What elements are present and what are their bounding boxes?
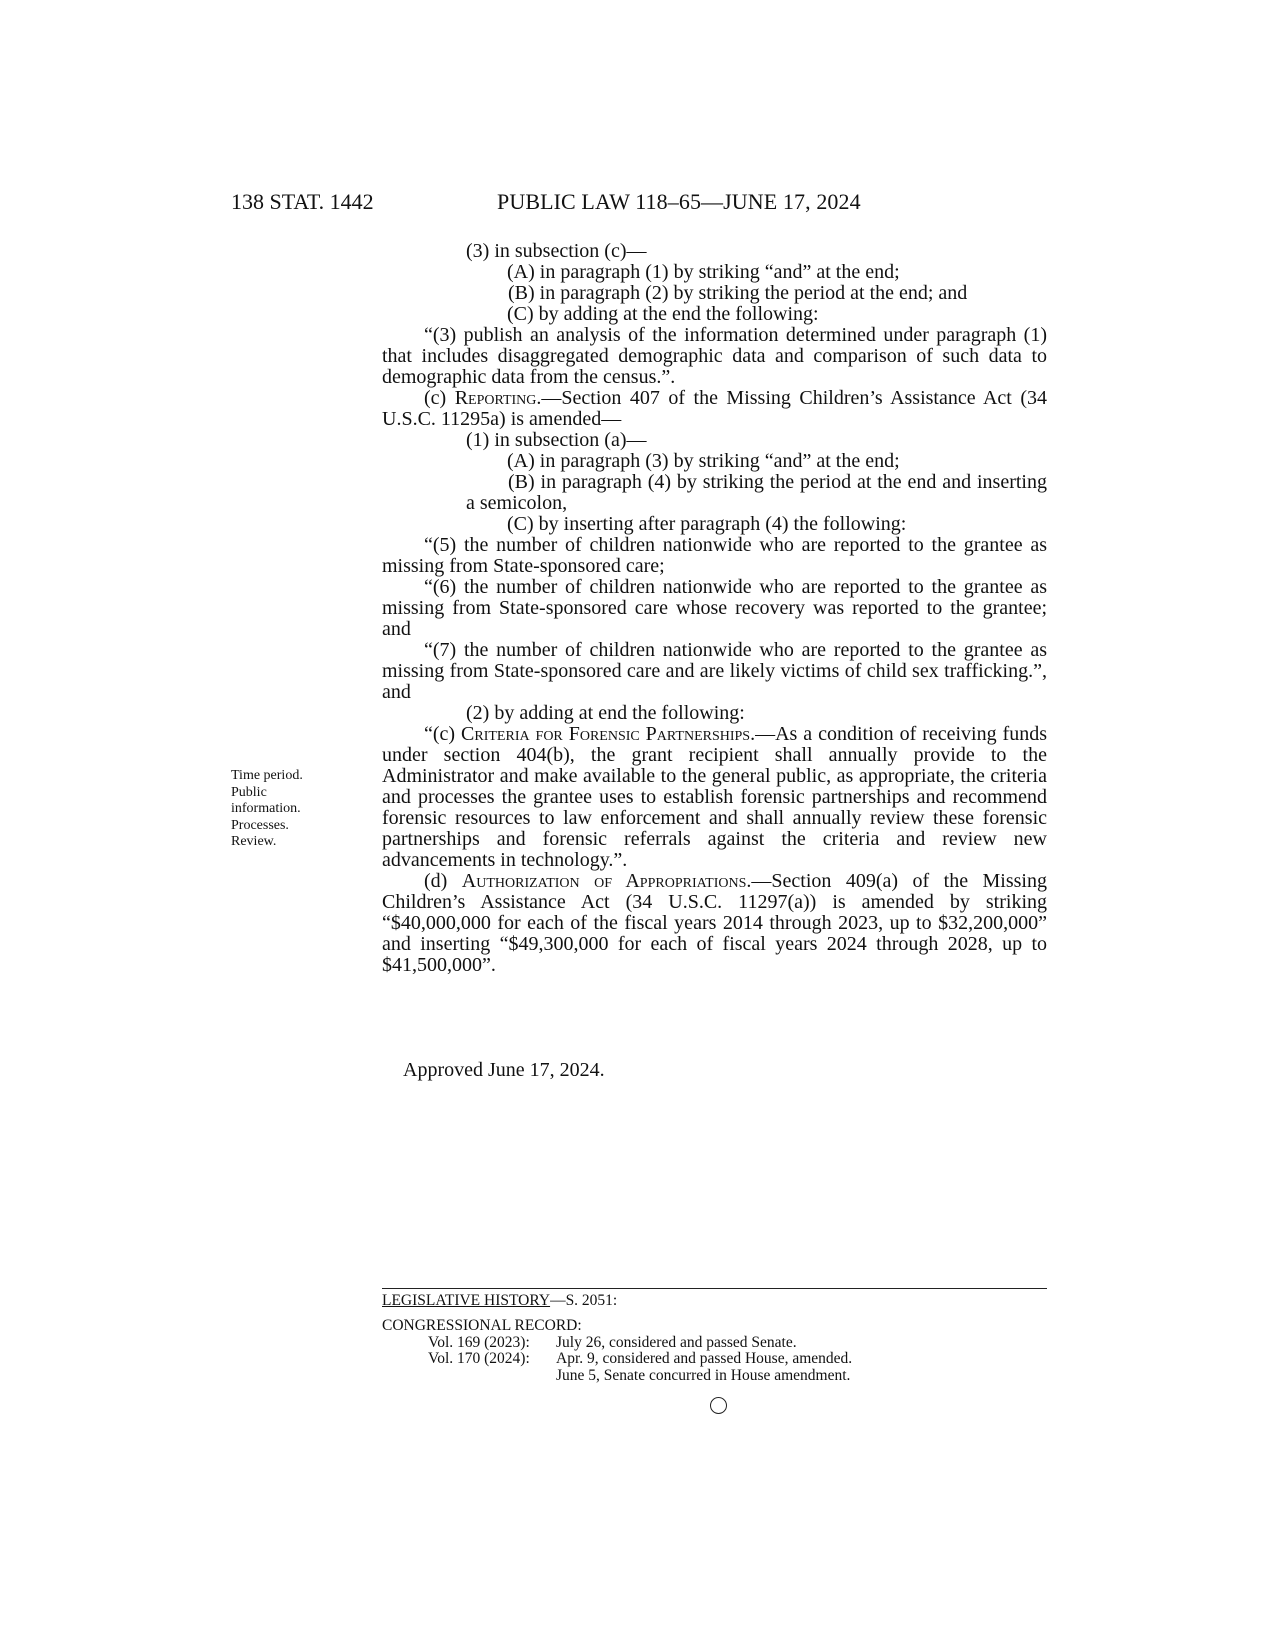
subsection-heading: Reporting (454, 387, 537, 409)
record-entry (382, 1366, 851, 1385)
paragraph: (A) in paragraph (3) by striking “and” at the end; (507, 450, 900, 472)
statute-body (382, 241, 1047, 976)
paragraph: (C) by adding at the end the following: (507, 303, 819, 325)
quoted-paragraph: “(6) the number of children nationwide who are reported to the grantee as missing from State-sponsored care whose recovery was reported to the grantee; and (382, 576, 1047, 640)
congressional-record (382, 1317, 853, 1384)
record-text: July 26, considered and passed Senate. (556, 1333, 797, 1351)
subsection-heading: Authorization of Appropriations (461, 870, 747, 892)
paragraph: (3) in subsection (c)— (466, 240, 647, 262)
end-of-document-circle-icon (710, 1397, 727, 1414)
bill-number: —S. 2051: (550, 1292, 618, 1309)
paragraph: (B) in paragraph (2) by striking the period at the end; and (508, 282, 968, 304)
subsection-label: “(c) (424, 723, 462, 745)
page-citation: 138 STAT. 1442 (231, 189, 374, 214)
record-text: June 5, Senate concurred in House amendment. (556, 1366, 851, 1384)
record-volume: Vol. 170 (2024): (428, 1350, 530, 1367)
subsection-text: .—As a condition of receiving funds under section 404(b), the grant recipient shall annually provide to the Administrator and make available to the general public, as appropriate, the criteria and processes the grantee uses to establish forensic partnerships and recommend forensic resources to law enforcement and shall annually review these forensic partnerships and forensic referrals against the criteria and review new advancements in technology.”. (382, 723, 1047, 871)
subsection-label: (c) (424, 387, 455, 409)
approval-line: Approved June 17, 2024. (403, 1059, 605, 1081)
paragraph: (C) by inserting after paragraph (4) the following: (507, 513, 907, 535)
record-text: Apr. 9, considered and passed House, amended. (556, 1350, 853, 1367)
subsection-c-reporting (382, 388, 1047, 430)
paragraph: (1) in subsection (a)— (466, 429, 647, 451)
quoted-paragraph: “(7) the number of children nationwide who are reported to the grantee as missing from State-sponsored care and are likely victims of child sex trafficking.”, and (382, 639, 1047, 703)
subsection-heading: Criteria for Forensic Partnerships (461, 723, 751, 745)
margin-note-line: Public (231, 784, 267, 800)
record-entry (382, 1333, 797, 1352)
subsection-d-appropriations (382, 871, 1047, 976)
record-entry (382, 1350, 853, 1368)
legislative-history-label: LEGISLATIVE HISTORY (382, 1292, 551, 1309)
running-header: PUBLIC LAW 118–65—JUNE 17, 2024 (497, 189, 861, 214)
quoted-paragraph: “(3) publish an analysis of the information determined under paragraph (1) that includes disaggregated demographic data and comparison of such data to demographic data from the census.”. (382, 324, 1047, 388)
margin-note-line: Time period. (231, 768, 303, 783)
record-label: CONGRESSIONAL RECORD: (382, 1317, 582, 1334)
margin-note-line: Review. (231, 834, 277, 849)
subsection-label: (d) (424, 870, 462, 892)
margin-note-line: Processes. (231, 817, 289, 833)
paragraph: (A) in paragraph (1) by striking “and” at the end; (507, 261, 900, 283)
margin-note-line: information. (231, 801, 301, 816)
quoted-paragraph: “(5) the number of children nationwide who are reported to the grantee as missing from State-sponsored care; (382, 534, 1047, 577)
subsection-text: .—Section 407 of the Missing Children’s Assistance Act (34 U.S.C. 11295a) is amended— (382, 387, 1047, 430)
paragraph: (B) in paragraph (4) by striking the period at the end and inserting a semicolon, (466, 471, 1047, 514)
quoted-subsection-criteria (382, 724, 1047, 871)
subsection-text: .—Section 409(a) of the Missing Children’s Assistance Act (34 U.S.C. 11297(a)) is amended by striking “$40,000,000 for each of the fiscal years 2014 through 2023, up to $32,200,000” and inserting “$49,300,000 for each of fiscal years 2024 through 2028, up to $41,500,000”. (382, 870, 1047, 976)
record-volume: Vol. 169 (2023): (428, 1333, 530, 1351)
legislative-history-title (382, 1292, 617, 1310)
margin-note (231, 768, 303, 851)
paragraph: (2) by adding at end the following: (466, 702, 745, 724)
footer-divider (382, 1288, 1047, 1289)
